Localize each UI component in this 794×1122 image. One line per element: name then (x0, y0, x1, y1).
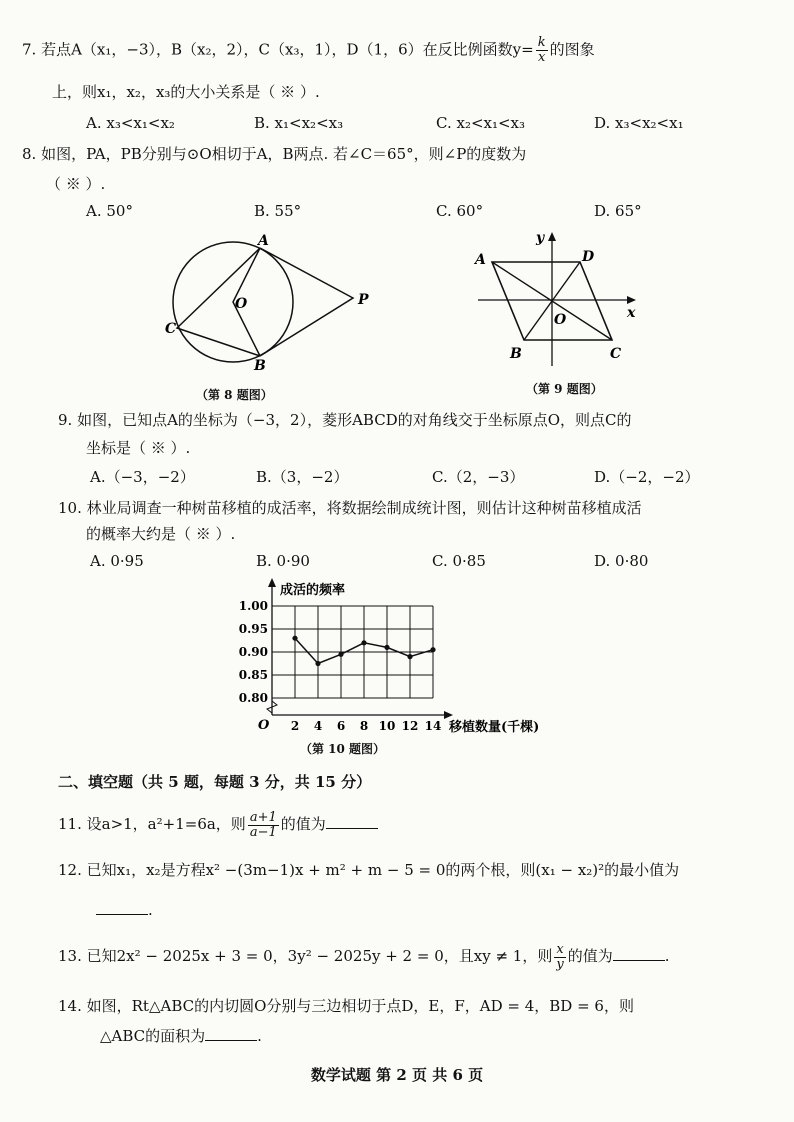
q10-option-b: B. 0·90 (256, 552, 310, 570)
q13-text: 13. 已知2x² − 2025x + 3 = 0，3y² − 2025y + 2 = 0，且xy ≠ 1，则 (58, 947, 553, 965)
q8-option-a: A. 50° (86, 202, 133, 220)
q11-text: 11. 设a>1，a²+1=6a，则 (58, 815, 246, 833)
q13-line (58, 940, 670, 972)
x-tick-label: 2 (290, 719, 300, 733)
x-tick-label: 10 (378, 719, 396, 733)
q7-option-d: D. x₃<x₂<x₁ (594, 114, 684, 132)
figure-10-chart (232, 578, 572, 746)
fig8-tangents (260, 248, 353, 356)
q9-option-c: C.（2，−3） (432, 468, 525, 486)
fig8-label-p: P (358, 292, 369, 308)
q9-option-d: D.（−2，−2） (594, 468, 700, 486)
q11-fraction (248, 811, 279, 840)
q10-line2: 的概率大约是（ ※ ）. (86, 525, 236, 543)
q12-end: . (148, 901, 153, 919)
q11-suffix: 的值为 (280, 815, 326, 833)
data-point (430, 647, 435, 652)
origin-label: O (258, 718, 270, 733)
q13-fraction (554, 943, 565, 972)
fig9-caption: （第 9 题图） (526, 382, 603, 396)
q7-option-b: B. x₁<x₂<x₃ (254, 114, 344, 132)
q13-end: . (664, 947, 670, 965)
q9-line1: 9. 如图，已知点A的坐标为（−3，2），菱形ABCD的对角线交于坐标原点O，则点C的 (58, 411, 632, 429)
x-tick-label: 4 (313, 719, 323, 733)
q8-option-c: C. 60° (436, 202, 484, 220)
q7-option-c: C. x₂<x₁<x₃ (436, 114, 526, 132)
x-tick-label: 6 (336, 719, 346, 733)
x-tick-label: 8 (359, 719, 369, 733)
y-axis-label: 成活的频率 (280, 583, 346, 598)
q7-frac-den: x (537, 50, 546, 65)
q11-line (58, 808, 378, 840)
q8-option-d: D. 65° (594, 202, 642, 220)
q7-fraction (536, 36, 548, 65)
q11-frac-num: a+1 (249, 809, 277, 825)
q13-suffix: 的值为 (567, 947, 613, 965)
q7-text: 7. 若点A（x₁，−3），B（x₂，2），C（x₃，1），D（1，6）在反比例函数y= (22, 40, 534, 59)
q7-text-end: 的图象 (549, 40, 595, 59)
q14-line2 (100, 1026, 262, 1046)
q12-answer-blank[interactable] (96, 900, 148, 915)
q12-line2 (96, 900, 153, 920)
q13-frac-den: y (556, 956, 564, 972)
y-tick-label: 0.80 (238, 691, 268, 705)
q11-answer-blank[interactable] (326, 814, 378, 829)
figure-9 (470, 224, 650, 372)
fig9-x-arrow (627, 296, 636, 304)
fig8-label-a: A (258, 233, 269, 249)
fig9-label-o: O (554, 312, 567, 328)
q14-line1: 14. 如图，Rt△ABC的内切圆O分别与三边相切于点D，E，F，AD = 4，BD = 6，则 (58, 997, 634, 1015)
data-point (407, 654, 412, 659)
q9-option-a: A.（−3，−2） (90, 468, 195, 486)
data-point (338, 652, 343, 657)
data-point (292, 636, 297, 641)
q8-line2: （ ※ ）. (46, 175, 106, 193)
q14-text: △ABC的面积为 (100, 1027, 206, 1045)
q10-option-d: D. 0·80 (594, 552, 649, 570)
q8-option-b: B. 55° (254, 202, 302, 220)
q9-option-b: B.（3，−2） (256, 468, 349, 486)
q14-end: . (257, 1027, 262, 1045)
data-point (384, 645, 389, 650)
fig8-label-o: O (235, 296, 248, 312)
q13-answer-blank[interactable] (613, 946, 665, 961)
fig8-label-c: C (165, 321, 177, 337)
q7-line1 (22, 36, 595, 65)
q12-line1: 12. 已知x₁，x₂是方程x² −(3m−1)x + m² + m − 5 = 0的两个根，则(x₁ − x₂)²的最小值为 (58, 861, 680, 879)
q7-frac-num: k (537, 35, 546, 50)
x-axis-label: 移植数量(千棵) (449, 720, 540, 735)
fig9-label-d: D (582, 249, 595, 265)
q9-line2: 坐标是（ ※ ）. (86, 439, 191, 457)
section2-title: 二、填空题（共 5 题，每题 3 分，共 15 分） (58, 773, 372, 791)
fig9-label-x: x (627, 305, 636, 321)
fig9-label-a: A (475, 252, 486, 268)
data-point (315, 661, 320, 666)
q7-line2: 上，则x₁，x₂，x₃的大小关系是（ ※ ）. (52, 83, 320, 101)
q10-line1: 10. 林业局调查一种树苗移植的成活率，将数据绘制成统计图，则估计这种树苗移植成活 (58, 499, 642, 517)
figure-8 (160, 232, 380, 380)
fig9-label-y: y (536, 230, 545, 246)
fig8-caption: （第 8 题图） (196, 388, 273, 402)
fig8-label-b: B (254, 358, 266, 374)
fig10-caption: （第 10 题图） (300, 742, 386, 756)
q11-frac-den: a−1 (249, 824, 277, 840)
fig9-y-arrow (548, 232, 556, 241)
fig9-label-c: C (610, 346, 622, 362)
y-tick-label: 1.00 (238, 599, 268, 613)
y-axis-arrow (268, 578, 276, 587)
q10-option-c: C. 0·85 (432, 552, 486, 570)
q7-option-a: A. x₃<x₁<x₂ (86, 114, 175, 132)
y-tick-label: 0.85 (238, 668, 268, 682)
y-tick-label: 0.90 (238, 645, 268, 659)
fig9-label-b: B (510, 346, 522, 362)
fig8-chords (177, 248, 260, 356)
q8-line1: 8. 如图，PA，PB分别与⊙O相切于A，B两点. 若∠C＝65°，则∠P的度数为 (22, 145, 527, 163)
q10-option-a: A. 0·95 (90, 552, 144, 570)
x-tick-label: 14 (424, 719, 442, 733)
q13-frac-num: x (554, 943, 565, 958)
page-footer: 数学试题 第 2 页 共 6 页 (310, 1066, 484, 1084)
x-axis-arrow (444, 711, 453, 719)
data-point (361, 640, 366, 645)
y-tick-label: 0.95 (238, 622, 268, 636)
x-tick-label: 12 (401, 719, 419, 733)
q14-answer-blank[interactable] (205, 1026, 257, 1041)
